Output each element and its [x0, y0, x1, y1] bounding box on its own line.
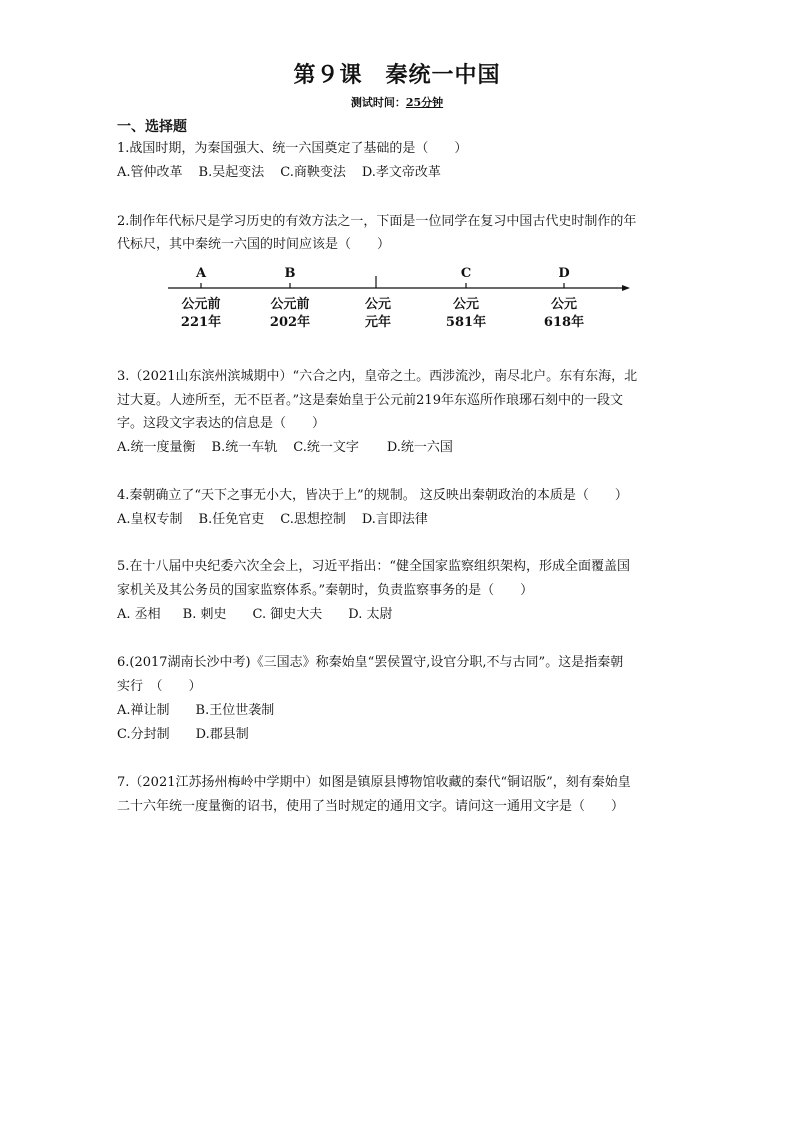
question-1-options [117, 164, 457, 182]
option-a: A.管仲改革 [117, 165, 183, 180]
test-time-label: 测试时间： [350, 96, 406, 109]
option-c: C.统一文字 [293, 440, 359, 455]
option-a: A.统一度量衡 [117, 440, 196, 455]
question-6-options-row-2 [117, 726, 265, 744]
section-title: 一、选择题 [117, 119, 187, 135]
option-c: C.思想控制 [280, 512, 346, 527]
question-6-options-row-1 [117, 702, 290, 720]
question-3-options [117, 439, 469, 457]
question-4-line-1: 4.秦朝确立了“天下之事无小大，皆决于上”的规制。 这反映出秦朝政治的本质是（ ） [117, 488, 628, 503]
timeline-letter-a: A [195, 266, 207, 281]
option-b: B. 刺史 [182, 607, 227, 622]
option-d: D. 太尉 [348, 607, 393, 622]
timeline-label: 公元 元年 [364, 297, 392, 330]
option-d: D.孝文帝改革 [361, 165, 441, 180]
question-5-line-2: 家机关及其公务员的国家监察体系。”秦朝时，负责监察事务的是（ ） [117, 583, 534, 598]
option-a: A.禅让制 [117, 703, 170, 718]
test-time-value: 25分钟 [405, 96, 444, 109]
timeline-label: 公元前 202年 [269, 297, 311, 330]
option-b: B.任免官吏 [198, 512, 265, 527]
question-2-line-1: 2.制作年代标尺是学习历史的有效方法之一，下面是一位同学在复习中国古代史时制作的年 [117, 214, 637, 229]
option-b: B.统一车轨 [211, 440, 278, 455]
question-3-line-3: 字。这段文字表达的信息是（ ） [117, 416, 326, 431]
timeline-letter-d: D [558, 266, 570, 281]
question-5-line-1: 5.在十八届中央纪委六次全会上，习近平指出：“健全国家监察组织架构，形成全面覆盖国 [117, 559, 631, 574]
question-2-line-2: 代标尺，其中秦统一六国的时间应该是（ ） [117, 237, 391, 252]
question-6-line-1: 6.(2017湖南长沙中考)《三国志》称秦始皇“罢侯置守,设官分职,不与古同”。这是指秦朝 [117, 655, 624, 670]
lesson-title: 第９课 秦统一中国 [293, 63, 501, 88]
test-time [0, 94, 794, 110]
timeline-letter-c: C [460, 266, 472, 281]
timeline-label: 公元前 221年 [180, 297, 222, 330]
question-6-line-2: 实行 （ ） [117, 679, 202, 694]
option-c: C.商鞅变法 [280, 165, 346, 180]
question-7-line-2: 二十六年统一度量衡的诏书，使用了当时规定的通用文字。请问这一通用文字是（ ） [117, 799, 625, 814]
question-7-line-1: 7.（2021江苏扬州梅岭中学期中）如图是镇原县博物馆收藏的秦代“铜诏版”，刻有秦始皇 [117, 775, 631, 790]
timeline-letter-b: B [284, 266, 296, 281]
option-d: D.言即法律 [361, 512, 428, 527]
option-b: B.王位世袭制 [195, 703, 275, 718]
timeline-label: 公元 618年 [543, 297, 585, 330]
option-d: D.统一六国 [386, 440, 453, 455]
question-5-options [117, 606, 408, 624]
question-4-options [117, 511, 444, 529]
option-c: C.分封制 [117, 727, 170, 742]
timeline-ruler [160, 262, 630, 337]
option-b: B.吴起变法 [198, 165, 265, 180]
question-3-line-1: 3.（2021山东滨州滨城期中）“六合之内，皇帝之土。西涉流沙，南尽北户。东有东海，北 [117, 369, 638, 384]
timeline-label: 公元 581年 [445, 297, 487, 330]
option-d: D.郡县制 [195, 727, 249, 742]
option-a: A. 丞相 [117, 607, 161, 622]
question-1-line-1: 1.战国时期，为秦国强大、统一六国奠定了基础的是（ ） [117, 141, 468, 156]
question-3-line-2: 过大夏。人迹所至，无不臣者。”这是秦始皇于公元前219年东巡所作琅琊石刻中的一段文 [117, 393, 623, 408]
option-c: C. 御史大夫 [252, 607, 323, 622]
option-a: A.皇权专制 [117, 512, 183, 527]
